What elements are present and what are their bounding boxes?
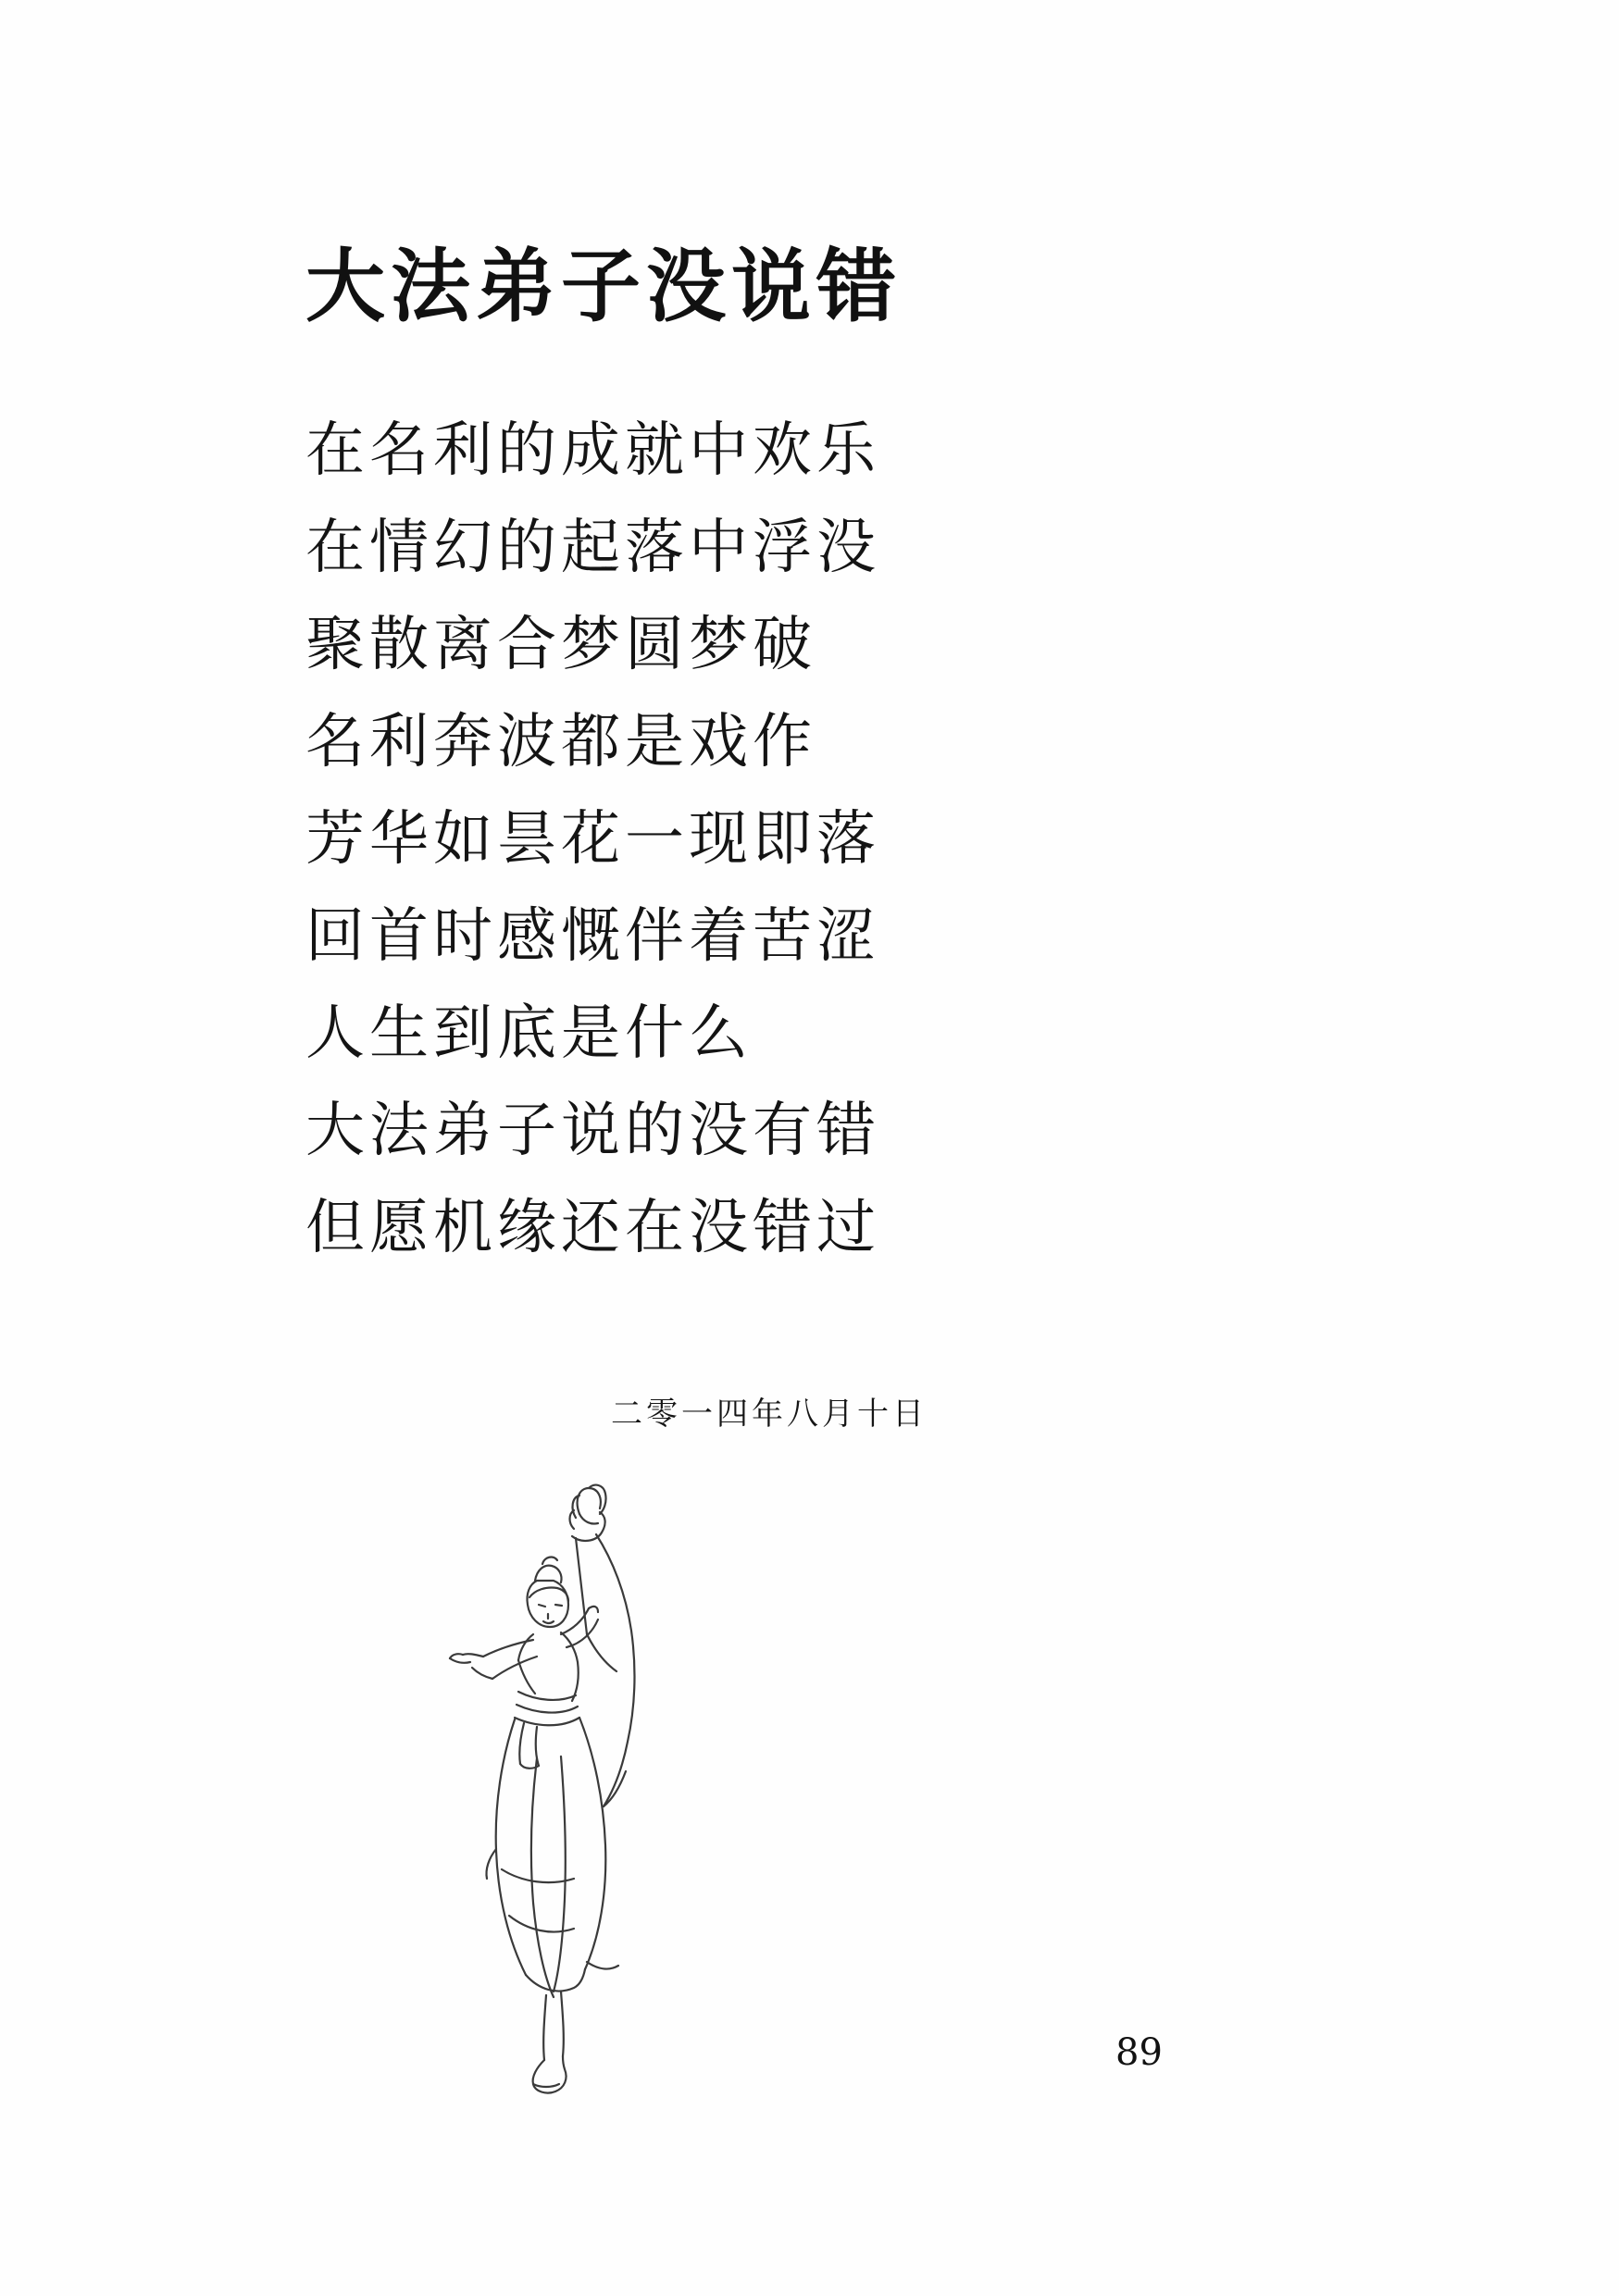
dancer-figure-illustration <box>398 1481 768 2128</box>
poem-line: 名利奔波都是戏作 <box>305 708 816 776</box>
poem-body <box>305 403 880 1277</box>
poem-line: 聚散离合梦圆梦破 <box>305 611 816 679</box>
page-title: 大法弟子没说错 <box>305 239 902 333</box>
poem-line: 芳华如昙花一现即落 <box>305 805 880 874</box>
poem-line: 人生到底是什么 <box>305 999 753 1068</box>
poem-line: 大法弟子说的没有错 <box>305 1097 880 1165</box>
poem-line: 在名利的成就中欢乐 <box>305 416 880 485</box>
poem-line: 在情幻的起落中浮没 <box>305 514 880 582</box>
poem-line: 回首时感慨伴着苦涩 <box>305 902 880 971</box>
poem-date: 二零一四年八月十日 <box>611 1396 928 1433</box>
poem-line: 但愿机缘还在没错过 <box>305 1194 880 1262</box>
page-number: 89 <box>1115 2031 1163 2074</box>
